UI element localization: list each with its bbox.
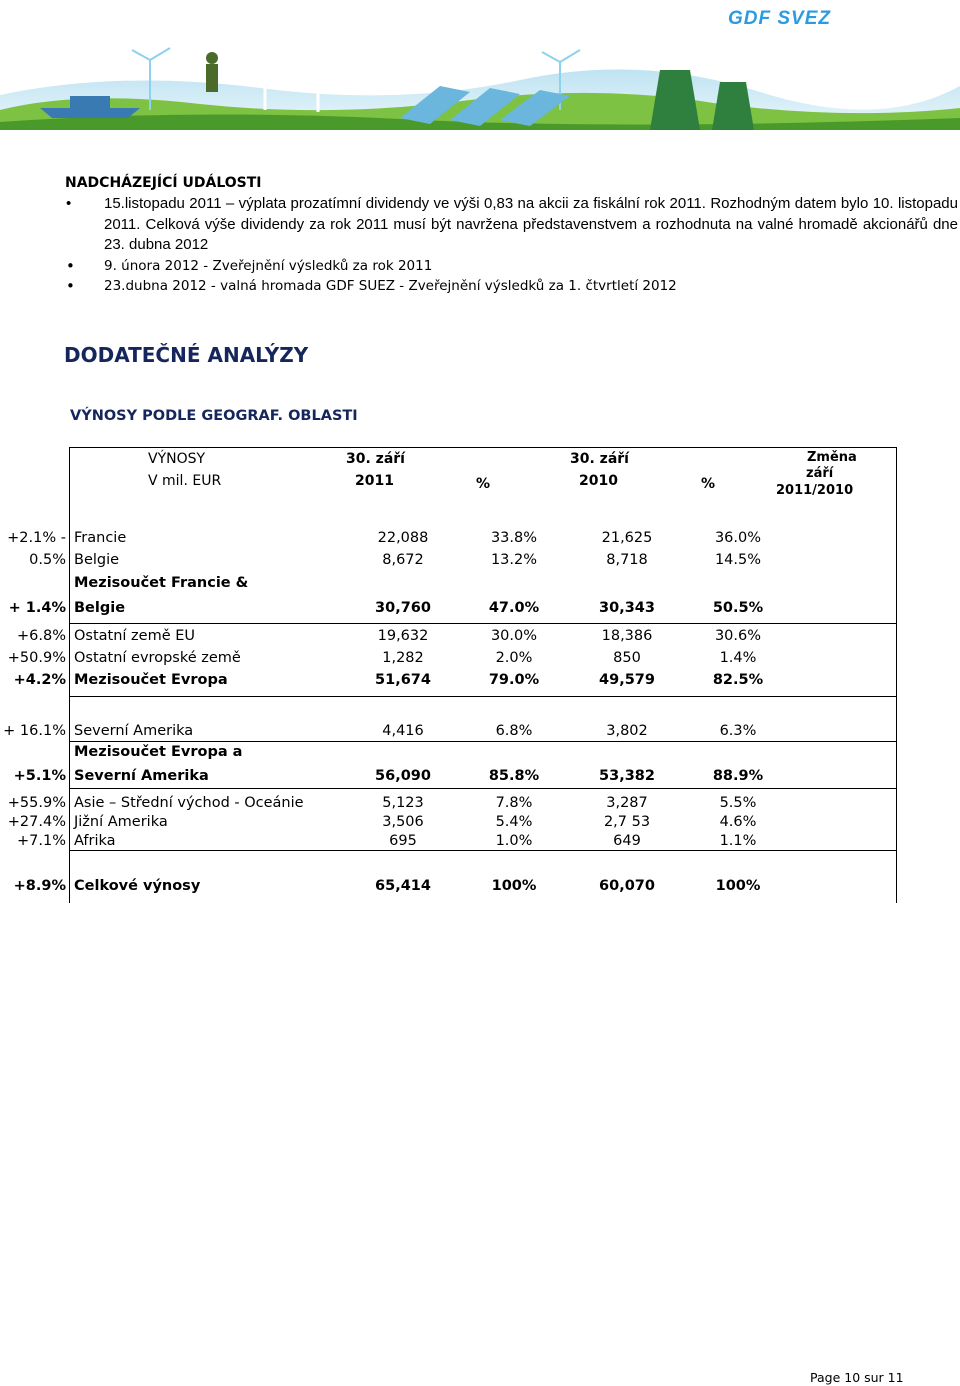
row-divider: [70, 696, 896, 697]
revenue-by-region-heading: VÝNOSY PODLE GEOGRAF. OBLASTI: [70, 408, 358, 424]
cell-p2011: 5.4%: [495, 814, 533, 830]
upcoming-events-title: NADCHÁZEJÍCÍ UDÁLOSTI: [65, 175, 262, 191]
header-label-unit: V mil. EUR: [148, 473, 222, 489]
cell-v2010: 8,718: [606, 552, 648, 568]
cell-p2010: 4.6%: [719, 814, 757, 830]
cell-v2011: 4,416: [382, 723, 424, 739]
header-change-line3: 2011/2010: [776, 483, 854, 498]
cell-p2011: 100%: [491, 878, 537, 894]
revenue-table: [3, 447, 897, 903]
cell-v2011: 19,632: [377, 628, 429, 644]
cell-change: +5.1%: [13, 768, 66, 784]
cell-p2010: 6.3%: [719, 723, 757, 739]
cell-p2011: 7.8%: [495, 795, 533, 811]
cell-v2011: 51,674: [375, 672, 431, 688]
row-label: Francie: [74, 530, 127, 546]
cell-v2011: 5,123: [382, 795, 424, 811]
cell-p2010: 100%: [715, 878, 761, 894]
cell-change: +27.4%: [7, 814, 66, 830]
cell-p2010: 1.4%: [719, 650, 757, 666]
cell-p2011: 1.0%: [495, 833, 533, 849]
header-change-line1: Změna: [807, 450, 857, 465]
event-item: [66, 256, 958, 277]
row-label: Belgie: [74, 552, 120, 568]
event-item: [66, 276, 958, 297]
cell-p2011: 2.0%: [495, 650, 533, 666]
cell-p2010: 82.5%: [712, 672, 764, 688]
header-col-pct-2010: %: [701, 476, 716, 492]
row-label: Ostatní země EU: [74, 628, 196, 644]
row-label: Ostatní evropské země: [74, 650, 241, 666]
cell-p2011: 85.8%: [488, 768, 540, 784]
additional-analyses-heading: DODATEČNÉ ANALÝZY: [64, 343, 309, 367]
row-divider: [70, 850, 896, 851]
cell-v2010: 649: [613, 833, 641, 849]
event-item-text: • 15.listopadu 2011 – výplata prozatímní dividendy ve výši 0,83 na akcii za fiskální rok 2011. Rozhodným datem bylo 10. listopadu 2011. Celková výše dividendy za rok 2011 musí být navržena představenstvem a rozhodnuta na valné hromadě akcionářů dne 23. dubna 2012: [104, 195, 958, 253]
row-label: Severní Amerika: [74, 768, 209, 784]
cell-change: +6.8%: [17, 628, 66, 644]
cell-p2010: 30.6%: [714, 628, 762, 644]
cell-v2011: 1,282: [382, 650, 424, 666]
cell-p2010: 5.5%: [719, 795, 757, 811]
row-label: Afrika: [74, 833, 116, 849]
cell-v2010: 49,579: [599, 672, 655, 688]
cell-v2011: 30,760: [375, 600, 431, 616]
header-col-2011-year: 2011: [355, 473, 394, 489]
header-col-pct-2011: %: [476, 476, 491, 492]
cell-p2010: 36.0%: [714, 530, 762, 546]
cell-p2011: 47.0%: [488, 600, 540, 616]
cell-v2011: 8,672: [382, 552, 424, 568]
row-label: Mezisoučet Evropa: [74, 672, 228, 688]
cell-p2010: 1.1%: [719, 833, 757, 849]
cell-v2011: 3,506: [382, 814, 424, 830]
row-label-line1: Mezisoučet Evropa a: [74, 744, 243, 760]
cell-change: + 16.1%: [3, 723, 66, 739]
event-item: [66, 194, 958, 256]
cell-change: +8.9%: [13, 878, 66, 894]
row-divider: [70, 623, 896, 624]
cell-p2010: 14.5%: [714, 552, 762, 568]
cell-v2010: 2,7 53: [603, 814, 651, 830]
page-number: Page 10 sur 11: [810, 1370, 904, 1385]
row-divider: [70, 788, 896, 789]
cell-v2010: 850: [613, 650, 641, 666]
event-item-text: • 23.dubna 2012 - valná hromada GDF SUEZ - Zveřejnění výsledků za 1. čtvrtletí 2012: [104, 278, 677, 294]
header-banner: [0, 0, 960, 130]
cell-v2010: 3,287: [606, 795, 648, 811]
row-label: Severní Amerika: [74, 723, 194, 739]
cell-v2011: 65,414: [375, 878, 431, 894]
row-divider: [70, 741, 896, 742]
event-item-text: • 9. února 2012 - Zveřejnění výsledků za rok 2011: [104, 257, 433, 274]
cell-change: + 1.4%: [8, 600, 66, 616]
cell-v2010: 30,343: [599, 600, 655, 616]
cell-p2010: 88.9%: [712, 768, 764, 784]
cell-change: +2.1% -: [7, 530, 66, 546]
cell-v2010: 53,382: [599, 768, 655, 784]
cell-v2011: 22,088: [377, 530, 429, 546]
row-label: Asie – Střední východ - Oceánie: [74, 795, 304, 811]
upcoming-events-list: [66, 194, 958, 297]
cell-v2010: 3,802: [606, 723, 648, 739]
cell-p2011: 30.0%: [490, 628, 538, 644]
cell-v2010: 60,070: [599, 878, 655, 894]
cell-p2011: 6.8%: [495, 723, 533, 739]
cell-p2011: 33.8%: [490, 530, 538, 546]
cell-change: +50.9%: [7, 650, 66, 666]
cell-v2011: 56,090: [375, 768, 431, 784]
header-col-2010-year: 2010: [579, 473, 618, 489]
cell-change: +55.9%: [7, 795, 66, 811]
logo-text: GDF SVEZ: [728, 8, 832, 29]
gdf-suez-logo: [728, 8, 848, 32]
row-label: Jižní Amerika: [74, 814, 168, 830]
cell-change: +7.1%: [17, 833, 66, 849]
row-label-line1: Mezisoučet Francie &: [74, 575, 249, 591]
cell-change: 0.5%: [29, 552, 66, 568]
cell-p2011: 13.2%: [490, 552, 538, 568]
cell-change: +4.2%: [13, 672, 66, 688]
cell-v2010: 21,625: [601, 530, 653, 546]
cell-v2011: 695: [389, 833, 417, 849]
header-col-2011-date: 30. září: [346, 451, 405, 467]
cell-v2010: 18,386: [601, 628, 653, 644]
row-label: Celkové výnosy: [74, 878, 201, 894]
cell-p2010: 50.5%: [712, 600, 764, 616]
header-col-2010-date: 30. září: [570, 451, 629, 467]
header-change-line2: září: [806, 466, 834, 481]
row-label: Belgie: [74, 600, 126, 616]
cell-p2011: 79.0%: [488, 672, 540, 688]
header-label-revenue: VÝNOSY: [148, 451, 206, 467]
